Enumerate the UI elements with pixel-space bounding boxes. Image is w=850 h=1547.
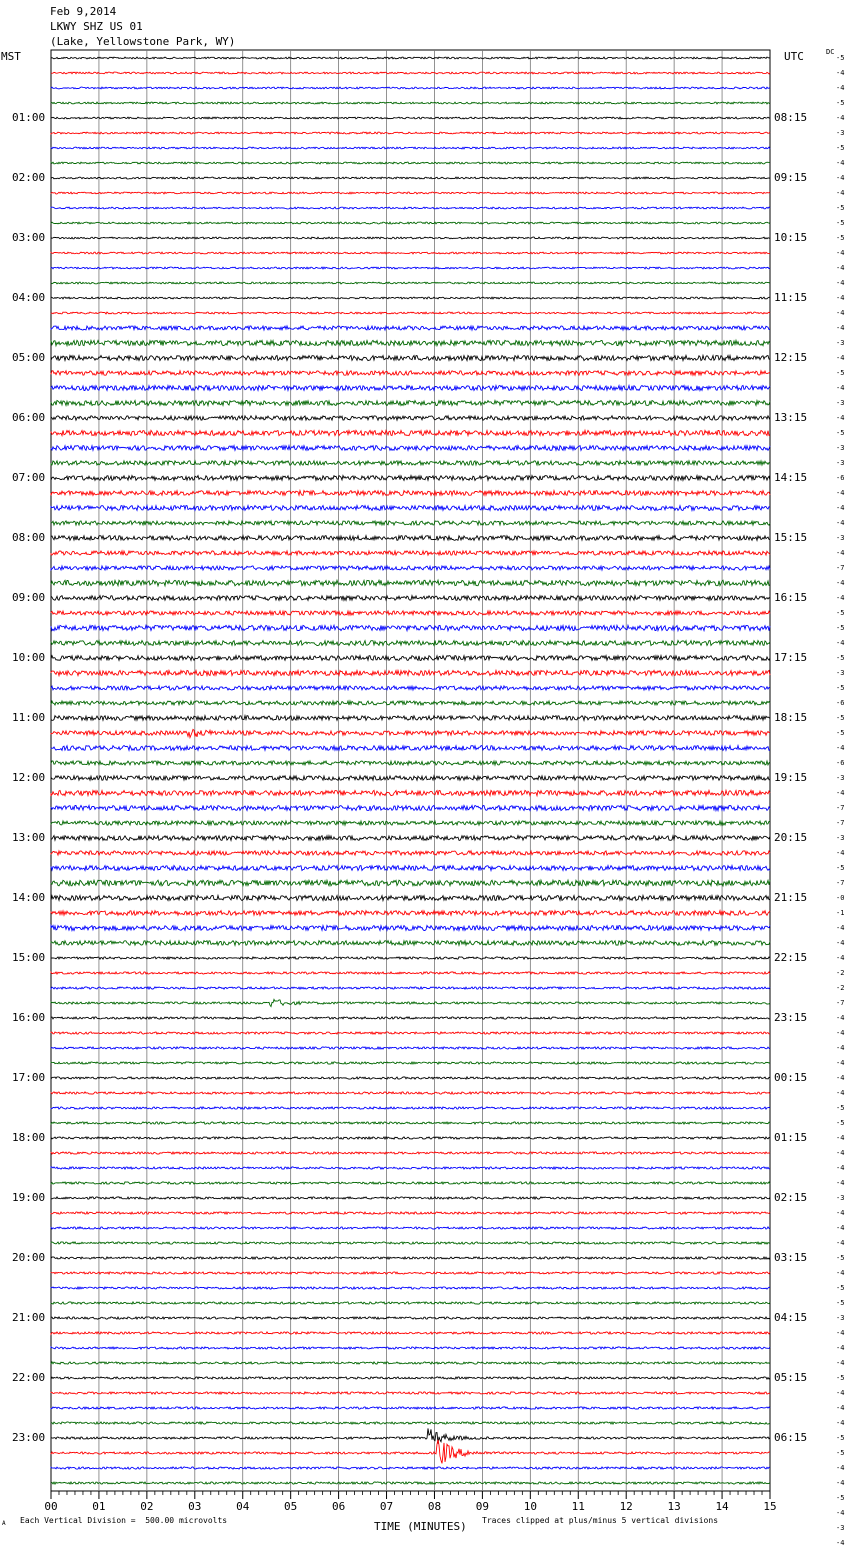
trace-line <box>51 162 770 164</box>
trace-line <box>51 1362 770 1364</box>
dc-offset-label: -2 <box>836 984 845 992</box>
station-location: (Lake, Yellowstone Park, WY) <box>50 35 236 48</box>
dc-offset-label: -3 <box>836 534 845 542</box>
dc-offset-label: -4 <box>836 1224 845 1232</box>
trace-line <box>51 1242 770 1244</box>
trace-line <box>51 1347 770 1349</box>
trace-line <box>51 805 770 810</box>
dc-offset-label: -5 <box>836 54 845 62</box>
right-hour-label: 02:15 <box>774 1191 808 1204</box>
trace-line <box>51 371 770 375</box>
right-hour-label: 21:15 <box>774 891 808 904</box>
dc-offset-label: -4 <box>836 849 845 857</box>
trace-line <box>51 1122 770 1124</box>
dc-offset-label: -4 <box>836 504 845 512</box>
dc-offset-label: -5 <box>836 429 845 437</box>
dc-offset-label: -5 <box>836 654 845 662</box>
trace-line <box>51 192 770 194</box>
dc-offset-label: -4 <box>836 1329 845 1337</box>
dc-offset-label: -4 <box>836 594 845 602</box>
dc-offset-label: -4 <box>836 159 845 167</box>
trace-line <box>51 297 770 299</box>
x-tick-label: 11 <box>571 1500 585 1513</box>
x-tick-label: 06 <box>331 1500 346 1513</box>
left-hour-label: 15:00 <box>12 951 46 964</box>
dc-offset-label: -4 <box>836 1344 845 1352</box>
trace-line <box>51 1017 770 1019</box>
dc-offset-label: -7 <box>836 804 845 812</box>
trace-line <box>51 1197 770 1199</box>
x-tick-label: 00 <box>44 1500 58 1513</box>
dc-offset-label: -5 <box>836 684 845 692</box>
trace-line <box>51 776 770 780</box>
dc-offset-label: -4 <box>836 279 845 287</box>
dc-offset-label: -4 <box>836 939 845 947</box>
trace-line <box>51 1332 770 1334</box>
dc-offset-label: -4 <box>836 924 845 932</box>
trace-line <box>51 836 770 841</box>
dc-offset-label: -4 <box>836 1029 845 1037</box>
right-hour-label: 18:15 <box>774 711 808 724</box>
left-hour-label: 22:00 <box>12 1371 46 1384</box>
trace-line <box>51 641 770 646</box>
dc-offset-label: -3 <box>836 339 845 347</box>
trace-line <box>51 147 770 149</box>
dc-offset-label: -4 <box>836 114 845 122</box>
trace-line <box>51 72 770 74</box>
right-hour-label: 01:15 <box>774 1131 808 1144</box>
dc-offset-label: -5 <box>836 729 845 737</box>
dc-offset-label: -4 <box>836 309 845 317</box>
trace-line <box>51 446 770 451</box>
right-hour-label: 17:15 <box>774 651 808 664</box>
trace-line <box>51 1062 770 1064</box>
x-tick-label: 14 <box>715 1500 729 1513</box>
dc-offset-label: -5 <box>836 1434 845 1442</box>
dc-offset-label: -5 <box>836 99 845 107</box>
trace-line <box>51 416 770 420</box>
trace-line <box>51 87 770 89</box>
right-hour-label: 22:15 <box>774 951 808 964</box>
dc-offset-label: -3 <box>836 129 845 137</box>
trace-line <box>51 999 770 1006</box>
trace-line <box>51 207 770 209</box>
dc-offset-label: -7 <box>836 819 845 827</box>
left-hour-label: 17:00 <box>12 1071 46 1084</box>
trace-line <box>51 1428 770 1443</box>
trace-line <box>51 686 770 690</box>
trace-line <box>51 566 770 570</box>
dc-offset-label: -5 <box>836 369 845 377</box>
trace-line <box>51 340 770 345</box>
dc-offset-label: -7 <box>836 564 845 572</box>
dc-offset-label: -5 <box>836 864 845 872</box>
dc-offset-label: -4 <box>836 744 845 752</box>
left-hour-label: 20:00 <box>12 1251 46 1264</box>
trace-line <box>51 177 770 179</box>
dc-offset-label: -7 <box>836 879 845 887</box>
trace-line <box>51 911 770 916</box>
trace-line <box>51 1032 770 1034</box>
dc-offset-label: -3 <box>836 669 845 677</box>
trace-line <box>51 987 770 989</box>
dc-offset-label: -4 <box>836 1164 845 1172</box>
x-axis-title: TIME (MINUTES) <box>374 1520 467 1533</box>
dc-offset-label: -5 <box>836 624 845 632</box>
dc-offset-label: -4 <box>836 1464 845 1472</box>
dc-offset-label: -4 <box>836 1404 845 1412</box>
trace-line <box>51 461 770 465</box>
dc-offset-label: -4 <box>836 1509 845 1517</box>
trace-line <box>51 1182 770 1184</box>
trace-line <box>51 1152 770 1154</box>
trace-line <box>51 880 770 886</box>
trace-line <box>51 506 770 511</box>
left-hour-label: 08:00 <box>12 531 46 544</box>
trace-line <box>51 625 770 630</box>
right-hour-label: 06:15 <box>774 1431 808 1444</box>
trace-line <box>51 1137 770 1139</box>
dc-label: DC <box>826 48 835 56</box>
dc-offset-label: -4 <box>836 1359 845 1367</box>
left-hour-label: 12:00 <box>12 771 46 784</box>
trace-line <box>51 716 770 721</box>
trace-line <box>51 102 770 104</box>
trace-line <box>51 821 770 825</box>
dc-offset-label: -4 <box>836 294 845 302</box>
trace-line <box>51 282 770 284</box>
grid-lines <box>51 50 770 1491</box>
x-tick-label: 10 <box>523 1500 537 1513</box>
dc-offset-label: -4 <box>836 1239 845 1247</box>
dc-offset-label: -4 <box>836 519 845 527</box>
trace-line <box>51 326 770 330</box>
left-axis-label: MST <box>1 50 21 63</box>
trace-line <box>51 222 770 224</box>
plot-date: Feb 9,2014 <box>50 5 117 18</box>
trace-line <box>51 1392 770 1394</box>
trace-line <box>51 1422 770 1424</box>
dc-offset-label: -3 <box>836 444 845 452</box>
dc-offset-label: -4 <box>836 249 845 257</box>
left-hour-label: 10:00 <box>12 651 46 664</box>
trace-line <box>51 1047 770 1049</box>
dc-offset-label: -1 <box>836 909 845 917</box>
dc-offset-label: -4 <box>836 1089 845 1097</box>
x-tick-label: 08 <box>427 1500 442 1513</box>
x-tick-label: 15 <box>763 1500 777 1513</box>
dc-offset-label: -5 <box>836 234 845 242</box>
trace-line <box>51 401 770 406</box>
trace-line <box>51 57 770 59</box>
dc-offset-label: -3 <box>836 399 845 407</box>
trace-line <box>51 896 770 901</box>
right-hour-label: 11:15 <box>774 291 808 304</box>
trace-line <box>51 729 770 737</box>
dc-offset-label: -4 <box>836 84 845 92</box>
left-hour-label: 01:00 <box>12 111 46 124</box>
x-tick-label: 02 <box>140 1500 154 1513</box>
right-hour-label: 13:15 <box>774 411 808 424</box>
dc-offset-label: -4 <box>836 384 845 392</box>
left-hour-label: 13:00 <box>12 831 46 844</box>
left-hour-label: 11:00 <box>12 711 46 724</box>
dc-offset-label: -5 <box>836 714 845 722</box>
left-hour-label: 04:00 <box>12 291 46 304</box>
dc-offset-label: -5 <box>836 1374 845 1382</box>
dc-offset-label: -3 <box>836 1314 845 1322</box>
trace-line <box>51 1440 770 1464</box>
dc-offset-label: -7 <box>836 999 845 1007</box>
dc-offset-label: -3 <box>836 774 845 782</box>
trace-line <box>51 656 770 661</box>
dc-offset-label: -6 <box>836 474 845 482</box>
trace-line <box>51 117 770 119</box>
trace-line <box>51 1212 770 1214</box>
right-hour-label: 03:15 <box>774 1251 808 1264</box>
right-hour-label: 15:15 <box>774 531 808 544</box>
trace-line <box>51 1482 770 1484</box>
trace-line <box>51 491 770 496</box>
dc-offset-label: -4 <box>836 1134 845 1142</box>
trace-line <box>51 1257 770 1259</box>
trace-line <box>51 957 770 959</box>
trace-line <box>51 252 770 254</box>
dc-offset-label: -4 <box>836 1389 845 1397</box>
right-hour-label: 12:15 <box>774 351 808 364</box>
x-tick-label: 01 <box>92 1500 106 1513</box>
trace-line <box>51 267 770 269</box>
seismic-traces <box>51 57 770 1484</box>
trace-line <box>51 851 770 855</box>
trace-line <box>51 132 770 134</box>
x-tick-label: 03 <box>188 1500 202 1513</box>
dc-offset-label: -3 <box>836 1524 845 1532</box>
station-id: LKWY SHZ US 01 <box>50 20 143 33</box>
dc-offset-label: -4 <box>836 264 845 272</box>
x-tick-label: 13 <box>667 1500 681 1513</box>
right-hour-label: 05:15 <box>774 1371 808 1384</box>
trace-line <box>51 1167 770 1169</box>
right-hour-label: 20:15 <box>774 831 808 844</box>
right-hour-label: 00:15 <box>774 1071 808 1084</box>
dc-offset-label: -5 <box>836 1449 845 1457</box>
trace-line <box>51 1107 770 1109</box>
trace-line <box>51 790 770 795</box>
left-hour-label: 05:00 <box>12 351 46 364</box>
trace-line <box>51 701 770 705</box>
trace-line <box>51 536 770 541</box>
right-hour-label: 09:15 <box>774 171 808 184</box>
left-hour-label: 02:00 <box>12 171 46 184</box>
trace-line <box>51 866 770 871</box>
dc-offset-label: -4 <box>836 189 845 197</box>
x-tick-label: 09 <box>475 1500 490 1513</box>
trace-line <box>51 355 770 360</box>
dc-offset-label: -3 <box>836 834 845 842</box>
left-hour-label: 21:00 <box>12 1311 46 1324</box>
dc-offset-label: -6 <box>836 759 845 767</box>
dc-offset-label: -4 <box>836 549 845 557</box>
dc-offset-label: -4 <box>836 1539 845 1547</box>
trace-line <box>51 926 770 931</box>
left-hour-label: 19:00 <box>12 1191 46 1204</box>
dc-offset-label: -4 <box>836 1179 845 1187</box>
trace-line <box>51 521 770 525</box>
right-hour-label: 08:15 <box>774 111 808 124</box>
trace-line <box>51 1317 770 1319</box>
dc-offset-label: -5 <box>836 1299 845 1307</box>
trace-line <box>51 551 770 555</box>
left-hour-label: 18:00 <box>12 1131 46 1144</box>
dc-offset-label: -4 <box>836 1074 845 1082</box>
dc-offset-label: -4 <box>836 1269 845 1277</box>
dc-offset-label: -4 <box>836 1044 845 1052</box>
trace-line <box>51 312 770 314</box>
footer-mark: A <box>2 1520 6 1527</box>
right-hour-label: 10:15 <box>774 231 808 244</box>
dc-offset-label: -4 <box>836 1479 845 1487</box>
dc-offset-label: -4 <box>836 324 845 332</box>
left-hour-label: 09:00 <box>12 591 46 604</box>
dc-offset-label: -4 <box>836 1209 845 1217</box>
dc-offset-label: -3 <box>836 459 845 467</box>
x-tick-label: 05 <box>284 1500 298 1513</box>
x-tick-label: 04 <box>236 1500 250 1513</box>
dc-offset-label: -4 <box>836 1419 845 1427</box>
dc-offset-label: -5 <box>836 1284 845 1292</box>
trace-line <box>51 1407 770 1409</box>
dc-offset-label: -5 <box>836 1254 845 1262</box>
dc-offset-label: -5 <box>836 1119 845 1127</box>
dc-offset-label: -4 <box>836 639 845 647</box>
trace-line <box>51 476 770 481</box>
right-hour-label: 16:15 <box>774 591 808 604</box>
dc-offset-label: -5 <box>836 1104 845 1112</box>
left-hour-label: 16:00 <box>12 1011 46 1024</box>
dc-offset-label: -4 <box>836 414 845 422</box>
dc-offset-label: -4 <box>836 579 845 587</box>
left-hour-label: 06:00 <box>12 411 46 424</box>
trace-line <box>51 972 770 974</box>
dc-offset-label: -4 <box>836 1149 845 1157</box>
trace-line <box>51 386 770 391</box>
dc-offset-label: -6 <box>836 699 845 707</box>
right-axis-label: UTC <box>784 50 804 63</box>
dc-offset-label: -5 <box>836 1494 845 1502</box>
dc-offset-label: -4 <box>836 1059 845 1067</box>
dc-offset-label: -5 <box>836 144 845 152</box>
right-hour-label: 19:15 <box>774 771 808 784</box>
x-tick-label: 07 <box>379 1500 394 1513</box>
trace-line <box>51 1272 770 1274</box>
dc-offset-label: -5 <box>836 204 845 212</box>
dc-offset-label: -4 <box>836 174 845 182</box>
left-hour-label: 03:00 <box>12 231 46 244</box>
dc-offset-label: -5 <box>836 219 845 227</box>
scale-note: Each Vertical Division = 500.00 microvolts <box>20 1516 228 1525</box>
trace-line <box>51 941 770 946</box>
trace-line <box>51 596 770 601</box>
left-hour-label: 23:00 <box>12 1431 46 1444</box>
trace-line <box>51 237 770 239</box>
dc-offset-label: -3 <box>836 1194 845 1202</box>
trace-line <box>51 430 770 435</box>
trace-line <box>51 670 770 675</box>
trace-line <box>51 761 770 765</box>
dc-offset-label: -4 <box>836 489 845 497</box>
dc-offset-label: -5 <box>836 609 845 617</box>
trace-line <box>51 1287 770 1289</box>
trace-line <box>51 580 770 586</box>
clip-note: Traces clipped at plus/minus 5 vertical divisions <box>482 1516 719 1525</box>
left-hour-label: 14:00 <box>12 891 46 904</box>
dc-offset-label: -2 <box>836 969 845 977</box>
plot-frame <box>51 50 770 1491</box>
trace-line <box>51 611 770 615</box>
trace-line <box>51 1302 770 1304</box>
dc-offset-label: -4 <box>836 954 845 962</box>
right-hour-label: 23:15 <box>774 1011 808 1024</box>
x-tick-label: 12 <box>619 1500 633 1513</box>
trace-line <box>51 746 770 751</box>
trace-line <box>51 1227 770 1229</box>
left-hour-label: 07:00 <box>12 471 46 484</box>
dc-offset-label: -4 <box>836 354 845 362</box>
dc-offset-label: -4 <box>836 789 845 797</box>
x-axis <box>44 1491 776 1513</box>
dc-offset-label: -0 <box>836 894 845 902</box>
trace-line <box>51 1077 770 1079</box>
trace-line <box>51 1377 770 1379</box>
trace-line <box>51 1092 770 1094</box>
right-hour-label: 04:15 <box>774 1311 808 1324</box>
dc-offset-label: -4 <box>836 69 845 77</box>
trace-line <box>51 1467 770 1469</box>
dc-offset-label: -4 <box>836 1014 845 1022</box>
right-hour-label: 14:15 <box>774 471 808 484</box>
